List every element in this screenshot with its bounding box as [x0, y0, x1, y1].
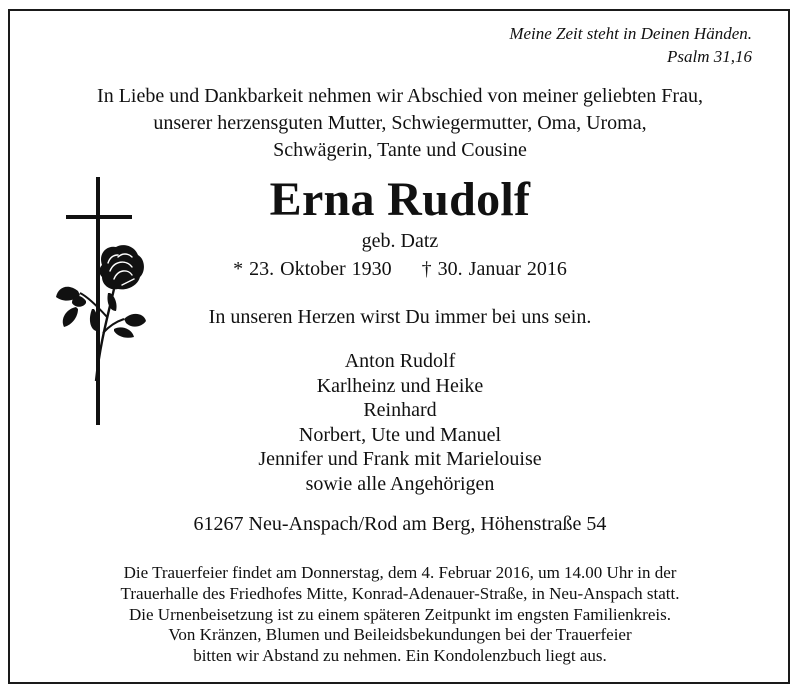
intro-line: Schwägerin, Tante und Cousine: [273, 139, 527, 161]
intro-line: In Liebe und Dankbarkeit nehmen wir Abschied von meiner geliebten Frau,: [97, 85, 703, 107]
family-address: 61267 Neu-Anspach/Rod am Berg, Höhenstraße 54: [193, 513, 607, 535]
notice-line: Trauerhalle des Friedhofes Mitte, Konrad-Adenauer-Straße, in Neu-Anspach statt.: [120, 583, 680, 603]
mourner: Karlheinz und Heike: [316, 374, 484, 397]
notice-line: Die Trauerfeier findet am Donnerstag, dem 4. Februar 2016, um 14.00 Uhr in der: [123, 563, 677, 582]
mourner: Jennifer und Frank mit Marielouise: [258, 448, 542, 470]
mourner: Anton Rudolf: [344, 350, 456, 372]
verse-reference: Psalm 31,16: [667, 47, 752, 66]
notice-line: Die Urnenbeisetzung ist zu einem späteren Zeitpunkt im engsten Familienkreis.: [129, 604, 671, 624]
bible-verse: [509, 22, 752, 68]
notice-line: bitten wir Abstand zu nehmen. Ein Kondolenzbuch liegt aus.: [193, 646, 607, 666]
memorial-sentence: In unseren Herzen wirst Du immer bei uns sein.: [208, 306, 592, 328]
birth-date: * 23. Oktober 1930: [233, 258, 392, 280]
mourner: sowie alle Angehörigen: [305, 472, 495, 495]
intro-line: unserer herzensguten Mutter, Schwiegermutter, Oma, Uroma,: [153, 112, 647, 134]
mourner: Norbert, Ute und Manuel: [298, 423, 502, 446]
death-date: † 30. Januar 2016: [421, 258, 567, 280]
deceased-name: Erna Rudolf: [269, 173, 531, 226]
verse-text: Meine Zeit steht in Deinen Händen.: [509, 24, 752, 43]
life-dates: [0, 257, 800, 281]
mourner: Reinhard: [363, 399, 437, 421]
birth-name: geb. Datz: [361, 230, 439, 252]
intro-text: [0, 83, 800, 164]
mourners-list: [0, 349, 800, 496]
notice-line: Von Kränzen, Blumen und Beileidsbekundungen bei der Trauerfeier: [168, 625, 632, 645]
funeral-notice: [0, 563, 800, 667]
